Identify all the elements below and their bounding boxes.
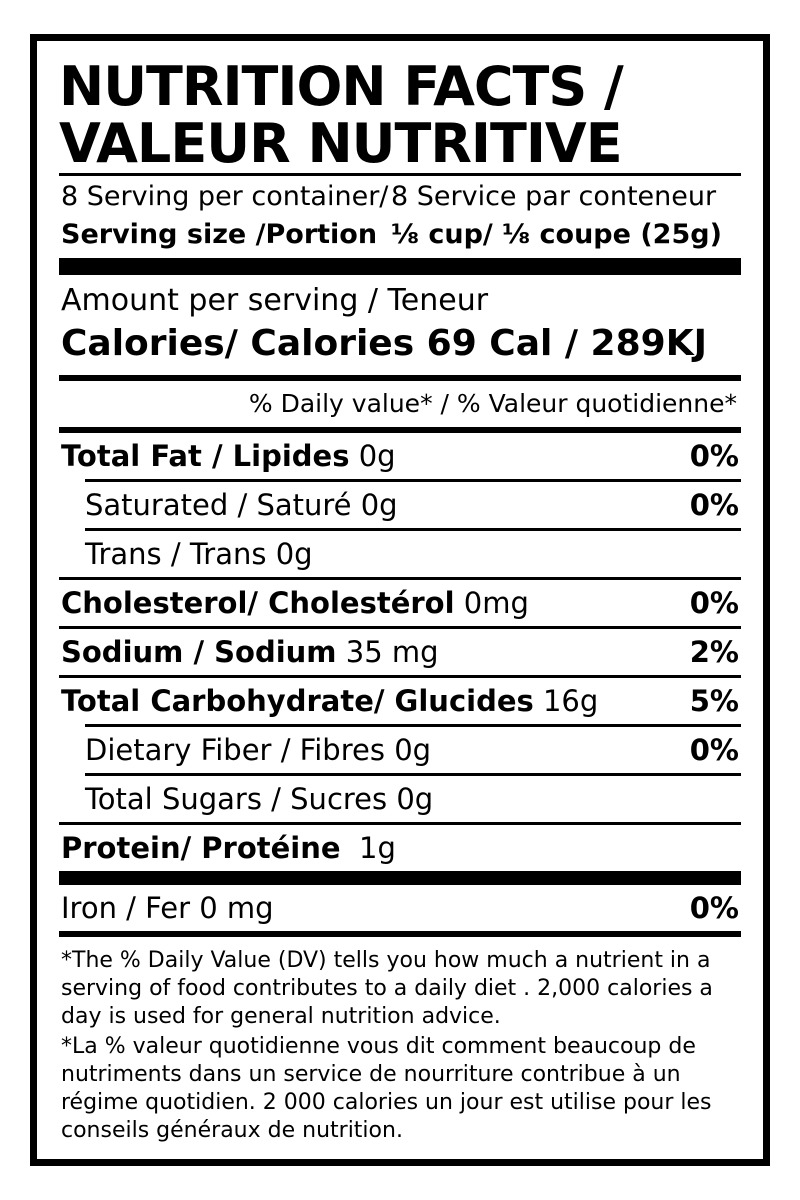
nutrient-percent-iron: 0% bbox=[689, 891, 739, 925]
nutrition-facts-inner bbox=[59, 41, 741, 1159]
nutrient-name-saturated-fat: Saturated / Saturé bbox=[85, 488, 352, 522]
nutrient-row-saturated-fat bbox=[59, 482, 741, 528]
nutrient-label-dietary-fiber bbox=[85, 732, 431, 768]
nutrient-amount-sodium: 35 mg bbox=[345, 635, 439, 669]
nutrient-label-protein bbox=[61, 830, 396, 866]
nutrient-label-total-sugars bbox=[85, 781, 433, 817]
nutrient-row-protein bbox=[59, 825, 741, 871]
nutrient-percent-total-carbohydrate: 5% bbox=[689, 684, 739, 718]
label-title-line1: NUTRITION FACTS / bbox=[59, 55, 623, 118]
amount-per-serving: Amount per serving / Teneur bbox=[61, 283, 489, 318]
label-title-line2: VALEUR NUTRITIVE bbox=[59, 112, 622, 175]
nutrient-name-cholesterol: Cholesterol/ Cholestérol bbox=[61, 586, 455, 620]
nutrient-row-total-fat bbox=[59, 433, 741, 479]
nutrient-name-total-fat: Total Fat / Lipides bbox=[61, 439, 350, 473]
nutrient-amount-cholesterol: 0mg bbox=[463, 586, 529, 620]
nutrient-row-total-sugars bbox=[59, 776, 741, 822]
nutrient-row-total-carbohydrate bbox=[59, 678, 741, 724]
nutrient-label-total-carbohydrate bbox=[61, 683, 598, 719]
nutrient-percent-sodium: 2% bbox=[689, 635, 739, 669]
nutrient-label-saturated-fat bbox=[85, 487, 398, 523]
nutrition-facts-panel bbox=[30, 34, 770, 1166]
serving-size-value: ⅛ cup/ ⅛ coupe (25g) bbox=[391, 219, 722, 250]
nutrient-amount-saturated-fat: 0g bbox=[360, 488, 398, 522]
serving-size-en: Serving size /Portion bbox=[61, 219, 378, 250]
footnote-block bbox=[59, 937, 741, 1145]
nutrient-name-dietary-fiber: Dietary Fiber / Fibres bbox=[85, 733, 385, 767]
nutrient-row-dietary-fiber bbox=[59, 727, 741, 773]
nutrient-name-trans-fat: Trans / Trans bbox=[85, 537, 267, 571]
nutrient-amount-total-sugars: 0g bbox=[396, 782, 434, 816]
nutrient-amount-trans-fat: 0g bbox=[275, 537, 313, 571]
servings-per-container-en: 8 Serving per container/ bbox=[61, 181, 389, 212]
nutrient-amount-total-carbohydrate: 16g bbox=[542, 684, 599, 718]
nutrient-row-iron bbox=[59, 885, 741, 931]
calories-row: Calories/ Calories 69 Cal / 289KJ bbox=[61, 323, 707, 364]
serving-size-row bbox=[59, 214, 741, 252]
nutrient-row-cholesterol bbox=[59, 580, 741, 626]
nutrient-name-sodium: Sodium / Sodium bbox=[61, 635, 337, 669]
footnote-english: *The % Daily Value (DV) tells you how much a nutrient in a serving of food contributes to a daily diet . 2,000 calories a day is used for general nutrition advice. bbox=[61, 948, 713, 1029]
nutrient-label-total-fat bbox=[61, 438, 396, 474]
serving-block bbox=[59, 176, 741, 258]
nutrient-amount-dietary-fiber: 0g bbox=[394, 733, 432, 767]
nutrient-amount-protein: 1g bbox=[359, 831, 396, 865]
nutrient-percent-saturated-fat: 0% bbox=[689, 488, 739, 522]
nutrient-label-trans-fat bbox=[85, 536, 313, 572]
nutrient-label-sodium bbox=[61, 634, 439, 670]
nutrient-name-protein: Protein/ Protéine bbox=[61, 831, 341, 865]
nutrient-label-iron: Iron / Fer 0 mg bbox=[61, 891, 274, 925]
footnote-french: *La % valeur quotidienne vous dit comment beaucoup de nutriments dans un service de nourriture contribue à un régime quotidien. 2 000 calories un jour est utilise pour les conseils généraux de nutrition. bbox=[61, 1034, 712, 1143]
nutrient-amount-total-fat: 0g bbox=[358, 439, 396, 473]
nutrient-percent-cholesterol: 0% bbox=[689, 586, 739, 620]
nutrient-row-sodium bbox=[59, 629, 741, 675]
nutrient-percent-dietary-fiber: 0% bbox=[689, 733, 739, 767]
nutrient-name-total-carbohydrate: Total Carbohydrate/ Glucides bbox=[61, 684, 534, 718]
servings-per-container-row bbox=[59, 176, 741, 214]
divider-thick-top bbox=[59, 258, 741, 275]
divider-thick-before-minerals bbox=[59, 871, 741, 885]
nutrient-label-cholesterol bbox=[61, 585, 529, 621]
daily-value-header: % Daily value* / % Valeur quotidienne* bbox=[248, 389, 737, 418]
nutrient-percent-total-fat: 0% bbox=[689, 439, 739, 473]
nutrient-name-total-sugars: Total Sugars / Sucres bbox=[85, 782, 388, 816]
nutrient-row-trans-fat bbox=[59, 531, 741, 577]
servings-per-container-fr: 8 Service par conteneur bbox=[391, 181, 717, 212]
